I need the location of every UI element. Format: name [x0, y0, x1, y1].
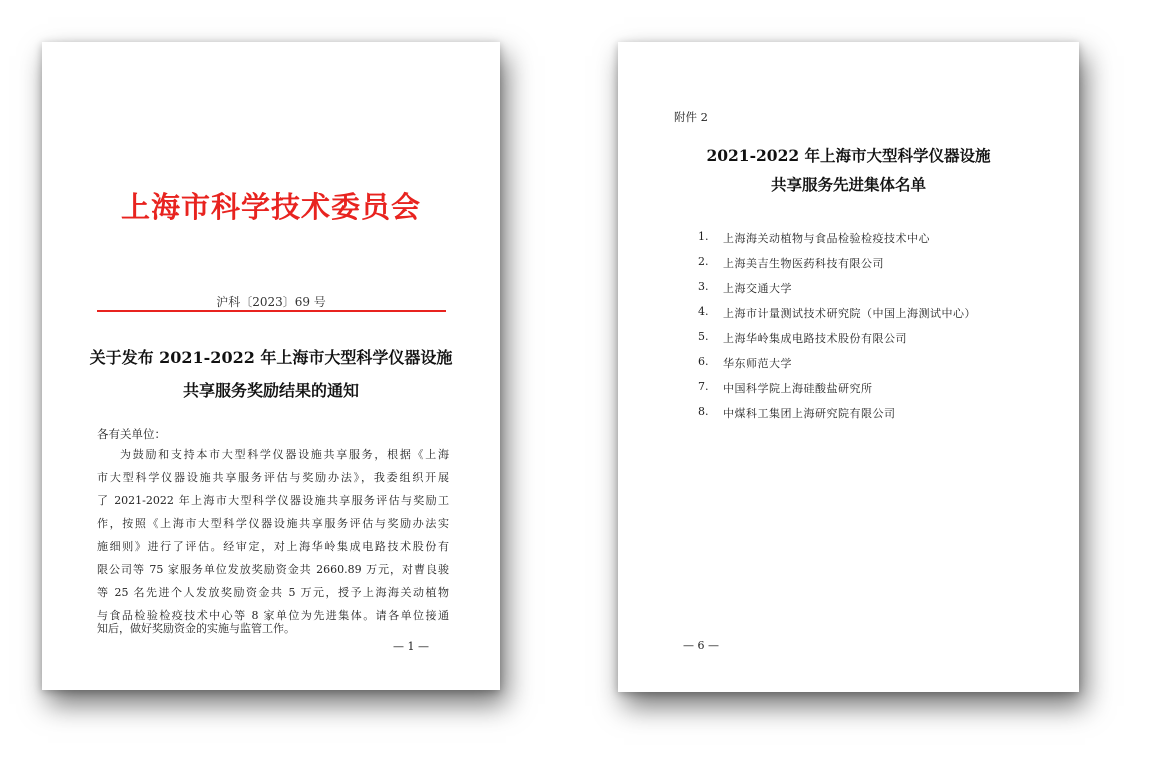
document-page-6 — [618, 42, 1079, 692]
body-line: 市大型科学仪器设施共享服务评估与奖励办法》，我委组织开展 — [97, 471, 449, 484]
notice-title-line-1: 关于发布 2021-2022 年上海市大型科学仪器设施 — [89, 348, 453, 367]
document-number: 沪科〔2023〕69 号 — [216, 295, 326, 309]
list-item-name: 中煤科工集团上海研究院有限公司 — [723, 407, 896, 420]
list-item-name: 上海海关动植物与食品检验检疫技术中心 — [723, 232, 930, 245]
list-item-name: 中国科学院上海硅酸盐研究所 — [723, 382, 873, 395]
body-line: 与食品检验检疫技术中心等 8 家单位为先进集体。请各单位接通 — [97, 609, 449, 622]
list-item-number: 4. — [698, 305, 709, 318]
list-item-name: 上海市计量测试技术研究院（中国上海测试中心） — [723, 307, 976, 320]
list-title-line-1: 2021-2022 年上海市大型科学仪器设施 — [706, 146, 991, 165]
list-item-number: 6. — [698, 355, 709, 368]
list-item-number: 3. — [698, 280, 709, 293]
list-item — [618, 355, 1079, 380]
list-item — [618, 405, 1079, 430]
list-item-name: 上海华岭集成电路技术股份有限公司 — [723, 332, 907, 345]
list-item-name: 华东师范大学 — [723, 357, 792, 370]
body-line: 施细则》进行了评估。经审定，对上海华岭集成电路技术股份有 — [97, 540, 449, 553]
body-line: 了 2021-2022 年上海市大型科学仪器设施共享服务评估与奖励工 — [97, 494, 449, 507]
body-line: 为鼓励和支持本市大型科学仪器设施共享服务，根据《上海 — [120, 448, 449, 461]
body-line: 限公司等 75 家服务单位发放奖励资金共 2660.89 万元，对曹良骏 — [97, 563, 449, 576]
salutation: 各有关单位： — [97, 427, 166, 441]
list-item — [618, 230, 1079, 255]
list-item-number: 7. — [698, 380, 709, 393]
collective-list — [618, 230, 1079, 430]
body-line: 知后，做好奖励资金的实施与监管工作。 — [97, 622, 295, 635]
list-item-number: 8. — [698, 405, 709, 418]
body-line: 作，按照《上海市大型科学仪器设施共享服务评估与奖励办法实 — [97, 517, 449, 530]
list-item-number: 5. — [698, 330, 709, 343]
document-page-1 — [42, 42, 500, 690]
list-item-number: 1. — [698, 230, 709, 243]
list-item-number: 2. — [698, 255, 709, 268]
body-line: 等 25 名先进个人发放奖励资金共 5 万元，授予上海海关动植物 — [97, 586, 449, 599]
list-item — [618, 255, 1079, 280]
list-item — [618, 330, 1079, 355]
red-divider — [97, 310, 446, 312]
page-number: — 1 — — [393, 640, 429, 653]
notice-title-line-2: 共享服务奖励结果的通知 — [182, 381, 359, 400]
page-number: — 6 — — [683, 639, 719, 652]
list-title-line-2: 共享服务先进集体名单 — [770, 175, 926, 194]
org-header: 上海市科学技术委员会 — [120, 190, 421, 224]
attachment-label: 附件 2 — [674, 110, 708, 124]
list-item — [618, 305, 1079, 330]
list-item-name: 上海交通大学 — [723, 282, 792, 295]
list-item — [618, 380, 1079, 405]
list-item — [618, 280, 1079, 305]
list-item-name: 上海美吉生物医药科技有限公司 — [723, 257, 884, 270]
